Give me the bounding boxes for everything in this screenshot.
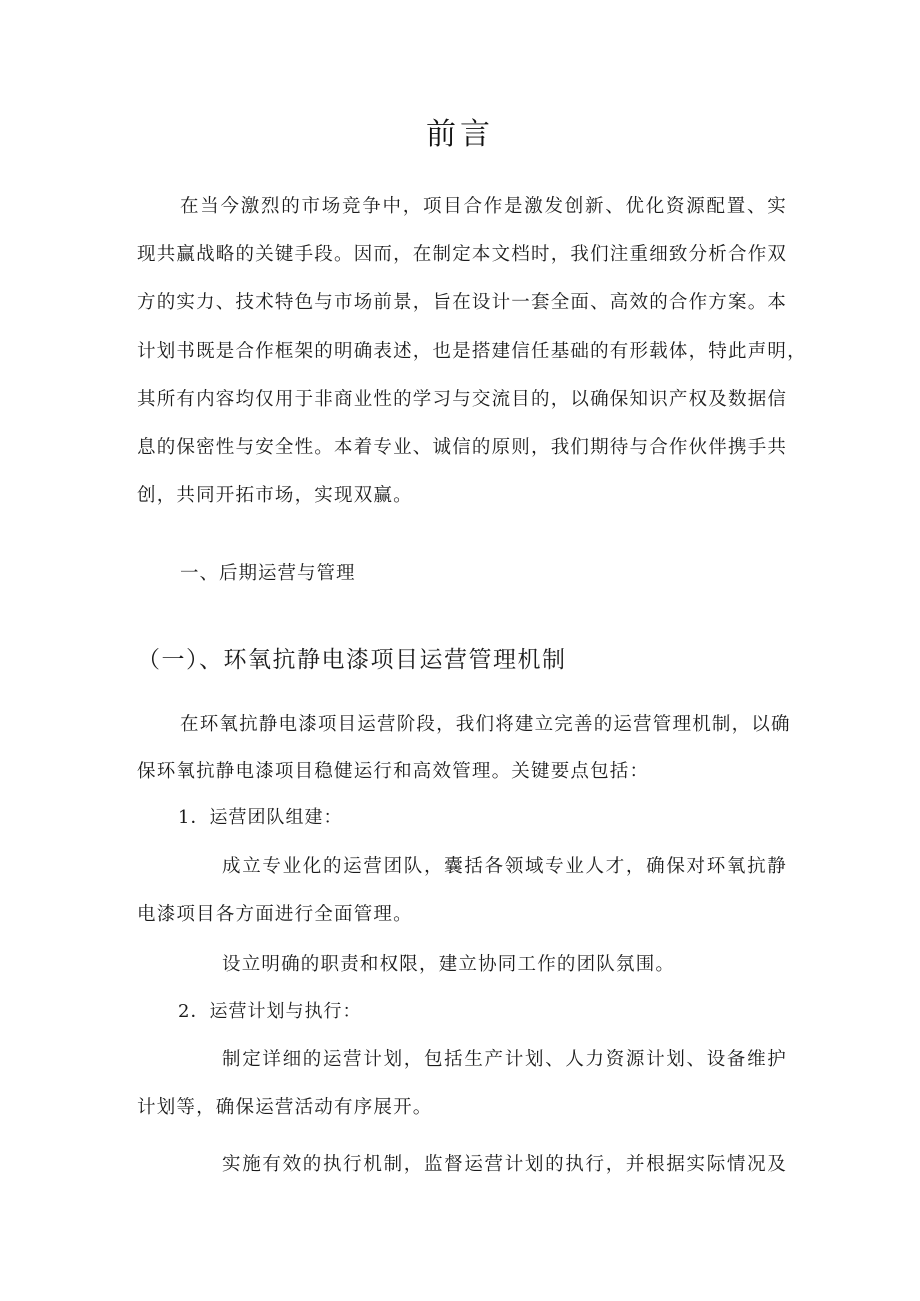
preface-line-6: 息的保密性与安全性。本着专业、诚信的原则，我们期待与合作伙伴携手共 [137,437,788,458]
page-title: 前言 [426,117,494,152]
item-2-para1-line-2: 计划等，确保运营活动有序展开。 [137,1097,433,1118]
item-2-title: 2．运营计划与执行： [178,1001,362,1022]
intro-line-2: 保环氧抗静电漆项目稳健运行和高效管理。关键要点包括： [137,761,650,782]
item-1-title: 1．运营团队组建： [178,807,343,828]
item-2-para2: 实施有效的执行机制，监督运营计划的执行，并根据实际情况及 [222,1154,787,1175]
item-2-para1-line-1: 制定详细的运营计划，包括生产计划、人力资源计划、设备维护 [222,1049,787,1070]
section-heading: 一、后期运营与管理 [180,563,356,584]
item-1-para2: 设立明确的职责和权限，建立协同工作的团队氛围。 [222,954,676,975]
subsection-heading: （一）、环氧抗静电漆项目运营管理机制 [137,647,567,673]
preface-line-3: 方的实力、技术特色与市场前景，旨在设计一套全面、高效的合作方案。本 [137,292,788,313]
intro-line-1: 在环氧抗静电漆项目运营阶段，我们将建立完善的运营管理机制，以确 [180,714,791,735]
preface-line-5: 其所有内容均仅用于非商业性的学习与交流目的，以确保知识产权及数据信 [137,389,788,410]
preface-line-1: 在当今激烈的市场竞争中，项目合作是激发创新、优化资源配置、实 [180,196,787,217]
preface-line-4: 计划书既是合作框架的明确表述，也是搭建信任基础的有形载体，特此声明， [137,341,807,362]
preface-line-7: 创，共同开拓市场，实现双赢。 [137,485,413,506]
item-1-para1-line-1: 成立专业化的运营团队，囊括各领域专业人才，确保对环氧抗静 [222,856,787,877]
item-1-para1-line-2: 电漆项目各方面进行全面管理。 [137,904,413,925]
preface-line-2: 现共赢战略的关键手段。因而，在制定本文档时，我们注重细致分析合作双 [137,244,788,265]
